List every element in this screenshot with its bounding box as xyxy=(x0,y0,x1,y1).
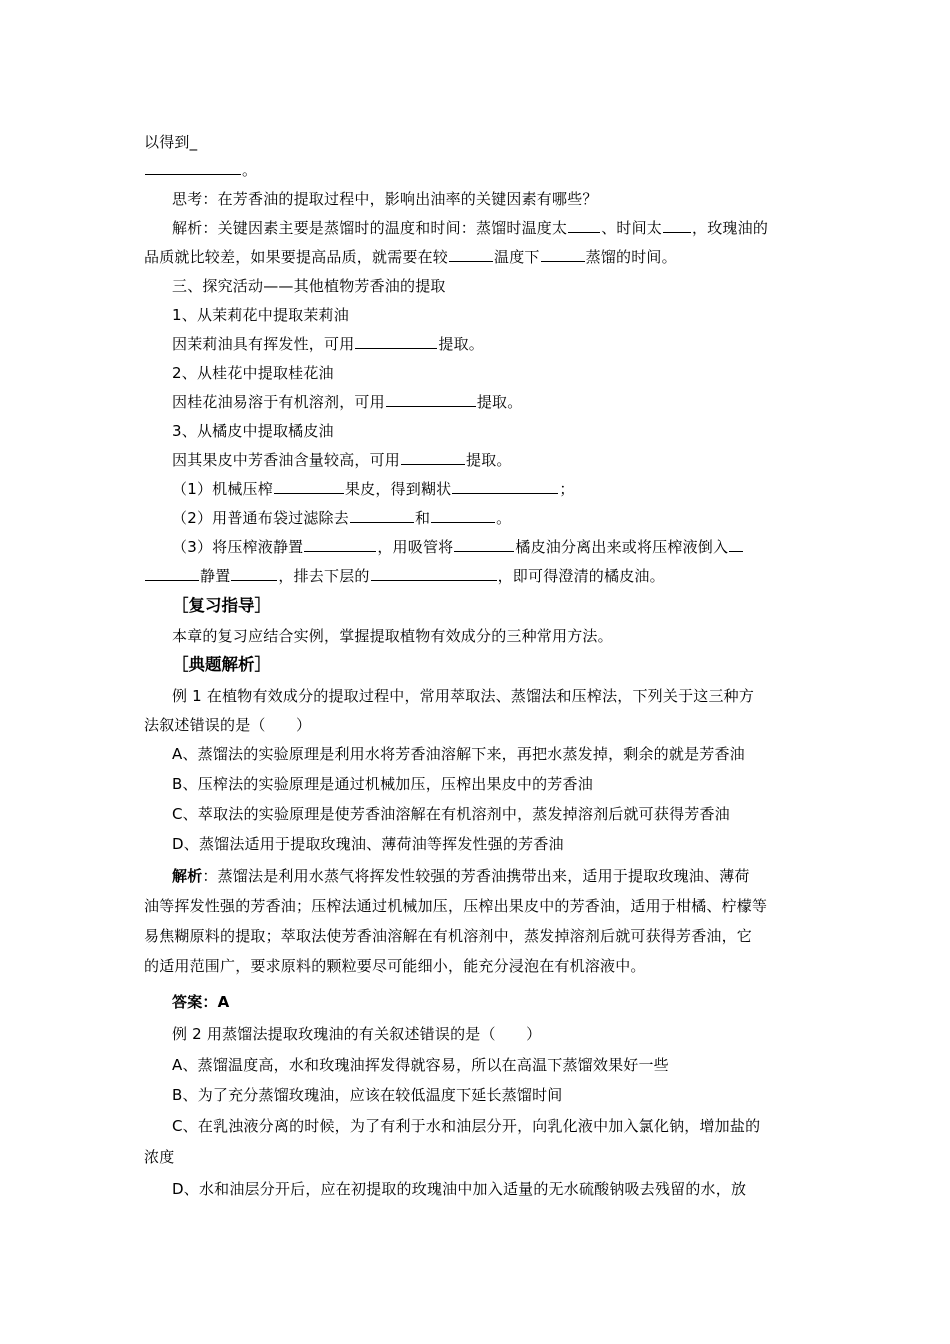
line-text: ； xyxy=(559,480,575,498)
fill-blank xyxy=(386,392,476,407)
text-line xyxy=(172,479,575,499)
example-1-option-a: A、蒸馏法的实验原理是利用水将芳香油溶解下来，再把水蒸发掉，剩余的就是芳香油 xyxy=(172,745,745,763)
fill-blank xyxy=(541,247,585,262)
text-line xyxy=(144,247,677,267)
example-2-option-c-cont: 浓度 xyxy=(144,1148,175,1166)
subsection-title xyxy=(172,421,334,441)
analysis-line: 易焦糊原料的提取；萃取法使芳香油溶解在有机溶剂中，蒸发掉溶剂后就可获得芳香油，它 xyxy=(144,927,753,945)
section-title xyxy=(172,276,446,296)
example-1-question-cont: 法叙述错误的是（ ） xyxy=(144,716,312,734)
fill-blank xyxy=(274,479,344,494)
analysis-line: 的适用范围广，要求原料的颗粒要尽可能细小，能充分浸泡在有机溶液中。 xyxy=(144,957,646,975)
fill-blank xyxy=(449,247,493,262)
text-line xyxy=(144,566,665,586)
line-text: ，用吸管将 xyxy=(377,538,454,556)
text-line xyxy=(172,450,512,470)
example-2-option-b: B、为了充分蒸馏玫瑰油，应该在较低温度下延长蒸馏时间 xyxy=(172,1086,563,1104)
answer-label: 答案 xyxy=(172,993,203,1011)
fill-blank xyxy=(452,479,558,494)
line-text: 以得到_ xyxy=(144,133,198,151)
review-text: 本章的复习应结合实例，掌握提取植物有效成分的三种常用方法。 xyxy=(172,627,613,645)
text-line xyxy=(172,218,768,238)
text-line xyxy=(172,537,744,557)
line-text: 提取。 xyxy=(476,393,523,411)
analysis-line xyxy=(172,866,750,886)
fill-blank xyxy=(145,160,241,175)
text-line xyxy=(144,132,197,152)
line-text: 因其果皮中芳香油含量较高，可用 xyxy=(172,451,401,469)
line-text: 。 xyxy=(242,161,258,179)
line-text: 品质就比较差，如果要提高品质，就需要在较 xyxy=(144,248,449,266)
line-text: 三、探究活动——其他植物芳香油的提取 xyxy=(172,277,446,295)
fill-blank xyxy=(304,537,376,552)
line-text: 2、从桂花中提取桂花油 xyxy=(172,364,334,382)
example-2-option-c: C、在乳浊液分离的时候，为了有利于水和油层分开，向乳化液中加入氯化钠，增加盐的 xyxy=(172,1117,761,1135)
fill-blank xyxy=(401,450,465,465)
example-2-option-a: A、蒸馏温度高，水和玫瑰油挥发得就容易，所以在高温下蒸馏效果好一些 xyxy=(172,1056,669,1074)
line-text: 提取。 xyxy=(438,335,485,353)
text-line xyxy=(172,508,511,528)
line-text: 温度下 xyxy=(494,248,540,266)
line-text: 静置 xyxy=(200,567,231,585)
line-text: 3、从橘皮中提取橘皮油 xyxy=(172,422,334,440)
fill-blank xyxy=(371,566,497,581)
line-text: ，玫瑰油的 xyxy=(692,219,769,237)
line-text: 和 xyxy=(414,509,431,527)
fill-blank xyxy=(145,566,199,581)
subsection-title xyxy=(172,305,349,325)
line-text: ，即可得澄清的橘皮油。 xyxy=(497,567,665,585)
line-text: 、时间太 xyxy=(601,219,663,237)
fill-blank xyxy=(350,508,414,523)
answer-line xyxy=(172,992,229,1012)
line-text: 1、从茉莉花中提取茉莉油 xyxy=(172,306,349,324)
analysis-line: 油等挥发性强的芳香油；压榨法通过机械加压，压榨出果皮中的芳香油，适用于柑橘、柠檬等 xyxy=(144,897,768,915)
text-line xyxy=(144,160,257,180)
subsection-title xyxy=(172,363,334,383)
example-2-option-d: D、水和油层分开后，应在初提取的玫瑰油中加入适量的无水硫酸钠吸去残留的水，放 xyxy=(172,1180,747,1198)
analysis-label: 解析 xyxy=(172,867,203,885)
example-2-question: 例 2 用蒸馏法提取玫瑰油的有关叙述错误的是（ ） xyxy=(172,1025,542,1043)
line-text: （2）用普通布袋过滤除去 xyxy=(172,509,349,527)
example-1-question: 例 1 在植物有效成分的提取过程中，常用萃取法、蒸馏法和压榨法，下列关于这三种方 xyxy=(172,687,755,705)
answer-value: ：A xyxy=(202,993,230,1011)
fill-blank xyxy=(431,508,495,523)
text-line xyxy=(172,334,484,354)
example-1-option-d: D、蒸馏法适用于提取玫瑰油、薄荷油等挥发性强的芳香油 xyxy=(172,835,564,853)
line-text: 橘皮油分离出来或将压榨液倒入 xyxy=(515,538,729,556)
line-text: 解析：关键因素主要是蒸馏时的温度和时间：蒸馏时温度太 xyxy=(172,219,568,237)
example-1-option-b: B、压榨法的实验原理是通过机械加压，压榨出果皮中的芳香油 xyxy=(172,775,593,793)
line-text: 果皮，得到糊状 xyxy=(344,480,452,498)
typical-heading: ［典题解析］ xyxy=(172,655,271,674)
fill-blank xyxy=(454,537,514,552)
fill-blank xyxy=(231,566,277,581)
think-question: 思考：在芳香油的提取过程中，影响出油率的关键因素有哪些？ xyxy=(172,190,598,208)
line-text: （1）机械压榨 xyxy=(172,480,273,498)
review-heading: ［复习指导］ xyxy=(172,596,271,615)
text-line xyxy=(172,189,598,209)
line-text: ，排去下层的 xyxy=(278,567,370,585)
example-1-option-c: C、萃取法的实验原理是使芳香油溶解在有机溶剂中，蒸发掉溶剂后就可获得芳香油 xyxy=(172,805,730,823)
line-text: 蒸馏的时间。 xyxy=(585,248,677,266)
fill-blank xyxy=(355,334,437,349)
line-text: 。 xyxy=(496,509,512,527)
line-text: （3）将压榨液静置 xyxy=(172,538,304,556)
line-text: 因桂花油易溶于有机溶剂，可用 xyxy=(172,393,385,411)
fill-blank xyxy=(663,218,691,233)
line-text: ：蒸馏法是利用水蒸气将挥发性较强的芳香油携带出来，适用于提取玫瑰油、薄荷 xyxy=(202,867,750,885)
fill-blank xyxy=(729,537,743,552)
fill-blank xyxy=(568,218,600,233)
text-line xyxy=(172,392,522,412)
line-text: 因茉莉油具有挥发性，可用 xyxy=(172,335,355,353)
line-text: 提取。 xyxy=(466,451,512,469)
